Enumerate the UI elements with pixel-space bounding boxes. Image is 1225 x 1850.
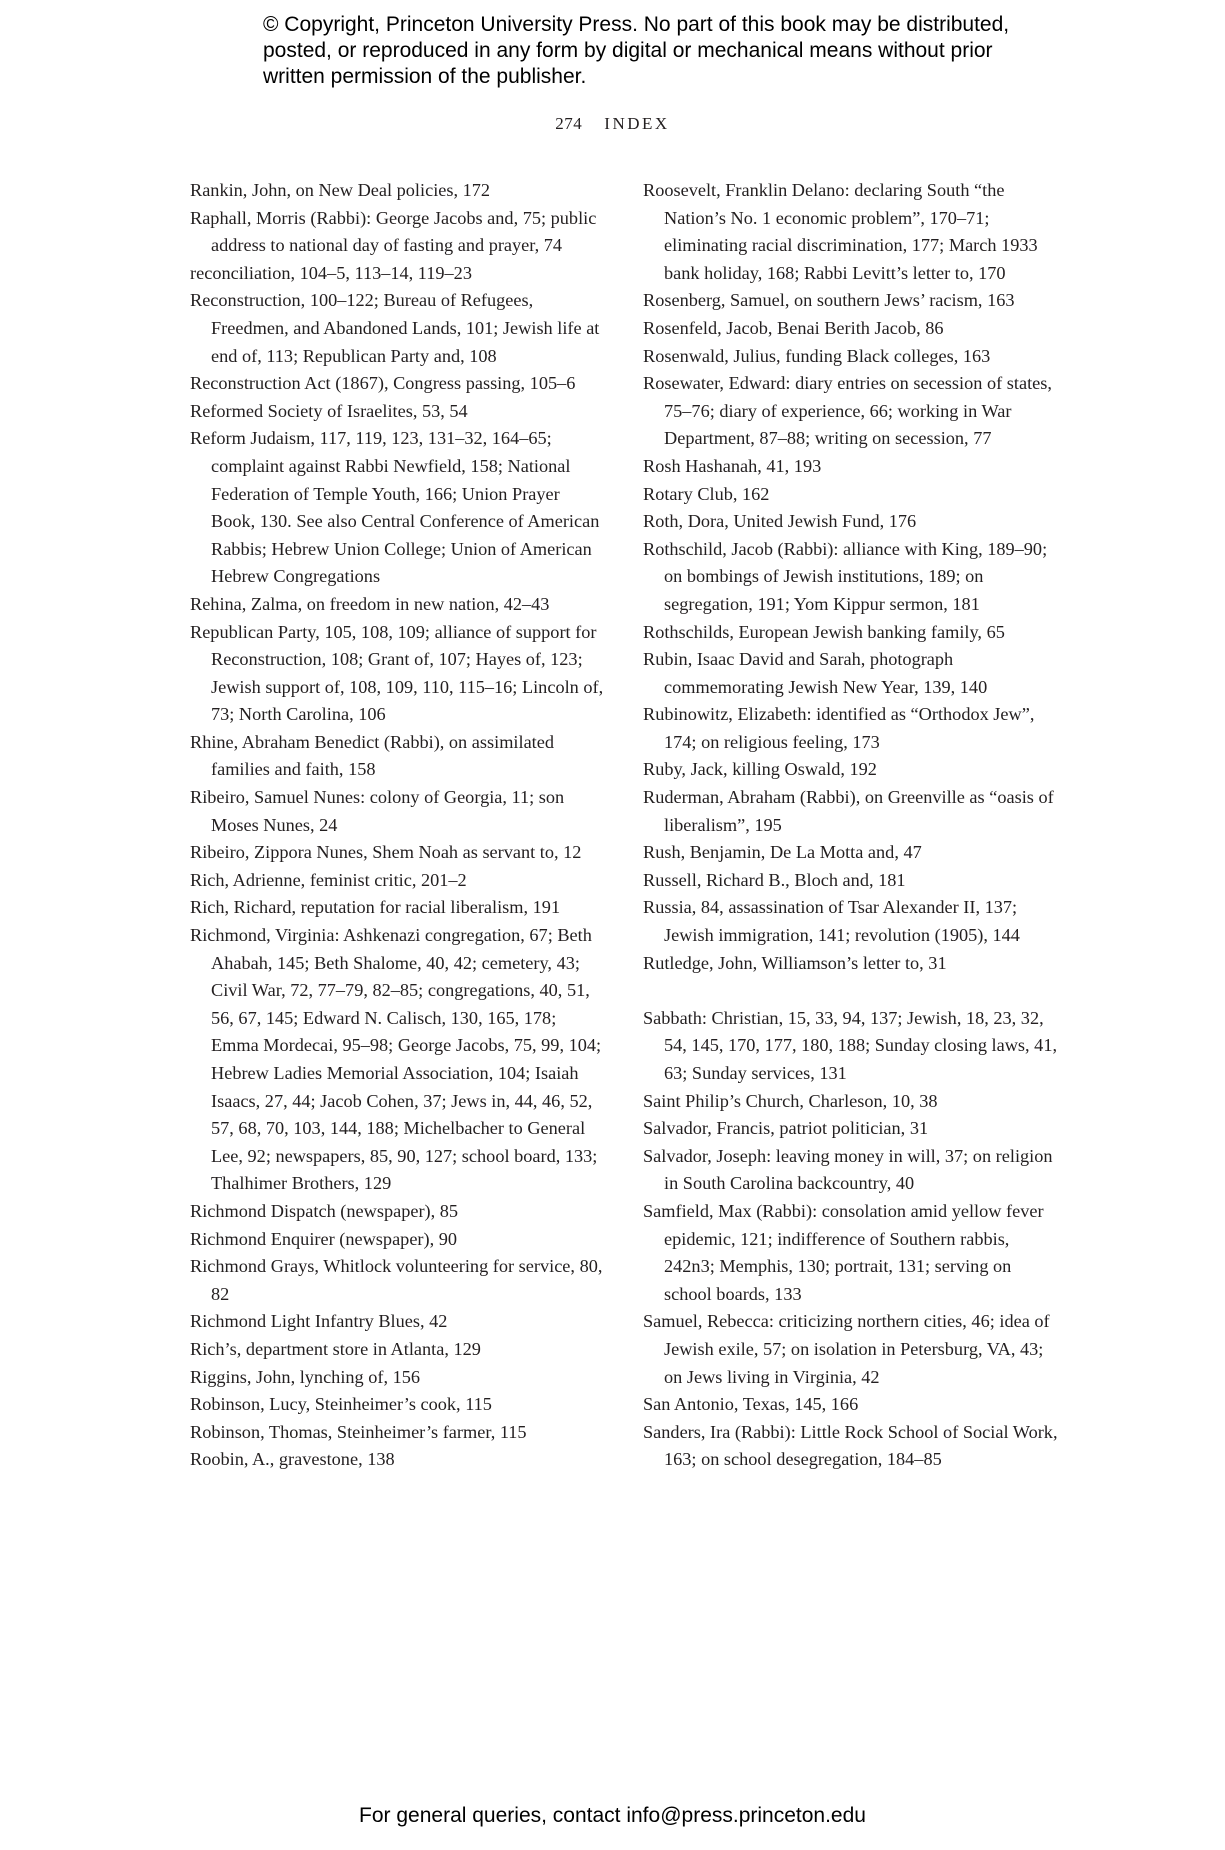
contact-footer: For general queries, contact info@press.princeton.edu xyxy=(359,1804,866,1827)
index-entry: Rich’s, department store in Atlanta, 129 xyxy=(190,1338,481,1359)
index-entry: San Antonio, Texas, 145, 166 xyxy=(643,1394,859,1415)
index-entry: Russia, 84, assassination of Tsar Alexander II, 137; Jewish immigration, 141; revolution (1905), 144 xyxy=(643,897,1020,946)
index-column-right xyxy=(643,177,1058,1474)
index-entry: Reconstruction, 100–122; Bureau of Refugees, Freedmen, and Abandoned Lands, 101; Jewish life at end of, 113; Republican Party and, 108 xyxy=(190,290,600,366)
index-entry: Rubinowitz, Elizabeth: identified as “Orthodox Jew”, 174; on religious feeling, 173 xyxy=(643,704,1035,752)
index-entry: Rankin, John, on New Deal policies, 172 xyxy=(190,180,491,200)
index-entry: Rosewater, Edward: diary entries on secession of states, 75–76; diary of experience, 66; working in War Department, 87–88; writing on secession, 77 xyxy=(643,373,1052,449)
index-entry: Riggins, John, lynching of, 156 xyxy=(190,1366,421,1387)
index-entry: Ruderman, Abraham (Rabbi), on Greenville as “oasis of liberalism”, 195 xyxy=(643,787,1054,835)
index-entry: Robinson, Thomas, Steinheimer’s farmer, 115 xyxy=(190,1421,527,1442)
index-entry: Richmond Grays, Whitlock volunteering for service, 80, 82 xyxy=(190,1256,603,1304)
index-entry: Rehina, Zalma, on freedom in new nation, 42–43 xyxy=(190,593,550,614)
index-entry: Richmond Dispatch (newspaper), 85 xyxy=(190,1200,459,1221)
copyright-notice: © Copyright, Princeton University Press. No part of this book may be distributed, posted, or reproduced in any form by digital or mechanical means without prior written permission of the publisher. xyxy=(263,13,1010,88)
index-entry: Samfield, Max (Rabbi): consolation amid yellow fever epidemic, 121; indifference of Southern rabbis, 242n3; Memphis, 130; portrait, 131; serving on school boards, 133 xyxy=(643,1200,1044,1304)
index-entry: Richmond Enquirer (newspaper), 90 xyxy=(190,1228,458,1249)
index-entry: Rosh Hashanah, 41, 193 xyxy=(643,455,822,476)
index-entry: Rosenwald, Julius, funding Black colleges, 163 xyxy=(643,345,991,366)
index-entry: Richmond Light Infantry Blues, 42 xyxy=(190,1311,448,1332)
index-entry: Russell, Richard B., Bloch and, 181 xyxy=(643,869,906,890)
index-entry: Reformed Society of Israelites, 53, 54 xyxy=(190,400,468,421)
index-entry: Saint Philip’s Church, Charleson, 10, 38 xyxy=(643,1090,938,1111)
index-entry: Robinson, Lucy, Steinheimer’s cook, 115 xyxy=(190,1394,492,1415)
index-entry: Salvador, Francis, patriot politician, 31 xyxy=(643,1118,929,1139)
index-entry: Richmond, Virginia: Ashkenazi congregation, 67; Beth Ahabah, 145; Beth Shalome, 40, 42; cemetery, 43; Civil War, 72, 77–79, 82–85; congregations, 40, 51, 56, 67, 145; Edward N. Calisch, 130, 165, 178; Emma Mordecai, 95–98; George Jacobs, 75, 99, 104; Hebrew Ladies Memorial Association, 104; Isaiah Isaacs, 27, 44; Jacob Cohen, 37; Jews in, 44, 46, 52, 57, 68, 70, 103, 144, 188; Michelbacher to General Lee, 92; newspapers, 85, 90, 127; school board, 133; Thalhimer Brothers, 129 xyxy=(190,925,602,1194)
running-head xyxy=(0,114,1225,134)
index-entry: Rich, Richard, reputation for racial liberalism, 191 xyxy=(190,897,561,918)
index-entry: Rush, Benjamin, De La Motta and, 47 xyxy=(643,842,922,863)
section-title: INDEX xyxy=(604,114,670,133)
index-entry: Ribeiro, Zippora Nunes, Shem Noah as servant to, 12 xyxy=(190,842,582,863)
index-entry: Rubin, Isaac David and Sarah, photograph commemorating Jewish New Year, 139, 140 xyxy=(643,649,988,697)
index-entry: reconciliation, 104–5, 113–14, 119–23 xyxy=(190,262,472,283)
index-entry: Roosevelt, Franklin Delano: declaring South “the Nation’s No. 1 economic problem”, 170–71; eliminating racial discrimination, 177; March 1933 bank holiday, 168; Rabbi Levitt’s letter to, 170 xyxy=(643,180,1038,283)
index-entry: Reform Judaism, 117, 119, 123, 131–32, 164–65; complaint against Rabbi Newfield, 158; National Federation of Temple Youth, 166; Union Prayer Book, 130. See also Central Conference of American Rabbis; Hebrew Union College; Union of American Hebrew Congregations xyxy=(190,428,600,587)
index-entry: Rhine, Abraham Benedict (Rabbi), on assimilated families and faith, 158 xyxy=(190,731,555,780)
index-entry: Rosenfeld, Jacob, Benai Berith Jacob, 86 xyxy=(643,317,944,338)
index-entry: Rothschild, Jacob (Rabbi): alliance with King, 189–90; on bombings of Jewish institutions, 189; on segregation, 191; Yom Kippur sermon, 181 xyxy=(643,538,1048,614)
index-entry: Raphall, Morris (Rabbi): George Jacobs and, 75; public address to national day of fasting and prayer, 74 xyxy=(190,207,597,256)
index-entry: Sabbath: Christian, 15, 33, 94, 137; Jewish, 18, 23, 32, 54, 145, 170, 177, 180, 188; Sunday closing laws, 41, 63; Sunday services, 131 xyxy=(643,1007,1058,1083)
index-column-left xyxy=(190,177,606,1474)
index-entry: Rutledge, John, Williamson’s letter to, 31 xyxy=(643,952,947,973)
index-entry: Reconstruction Act (1867), Congress passing, 105–6 xyxy=(190,373,576,394)
index-entry: Rotary Club, 162 xyxy=(643,483,770,504)
index-entry: Rosenberg, Samuel, on southern Jews’ racism, 163 xyxy=(643,290,1015,311)
index-entry: Roth, Dora, United Jewish Fund, 176 xyxy=(643,511,917,532)
index-entry: Rich, Adrienne, feminist critic, 201–2 xyxy=(190,869,467,890)
index-entry: Roobin, A., gravestone, 138 xyxy=(190,1449,395,1470)
index-entry: Sanders, Ira (Rabbi): Little Rock School of Social Work, 163; on school desegregation, 184–85 xyxy=(643,1421,1058,1470)
index-entry: Ruby, Jack, killing Oswald, 192 xyxy=(643,759,877,780)
index-entry: Rothschilds, European Jewish banking family, 65 xyxy=(643,621,1005,642)
index-entry: Republican Party, 105, 108, 109; alliance of support for Reconstruction, 108; Grant of, 107; Hayes of, 123; Jewish support of, 108, 109, 110, 115–16; Lincoln of, 73; North Carolina, 106 xyxy=(190,621,604,725)
index-entry: Salvador, Joseph: leaving money in will, 37; on religion in South Carolina backcountry, 40 xyxy=(643,1145,1053,1194)
index-entry: Samuel, Rebecca: criticizing northern cities, 46; idea of Jewish exile, 57; on isolation in Petersburg, VA, 43; on Jews living in Virginia, 42 xyxy=(643,1311,1050,1387)
page-number: 274 xyxy=(555,114,583,133)
index-entry: Ribeiro, Samuel Nunes: colony of Georgia, 11; son Moses Nunes, 24 xyxy=(190,787,565,835)
